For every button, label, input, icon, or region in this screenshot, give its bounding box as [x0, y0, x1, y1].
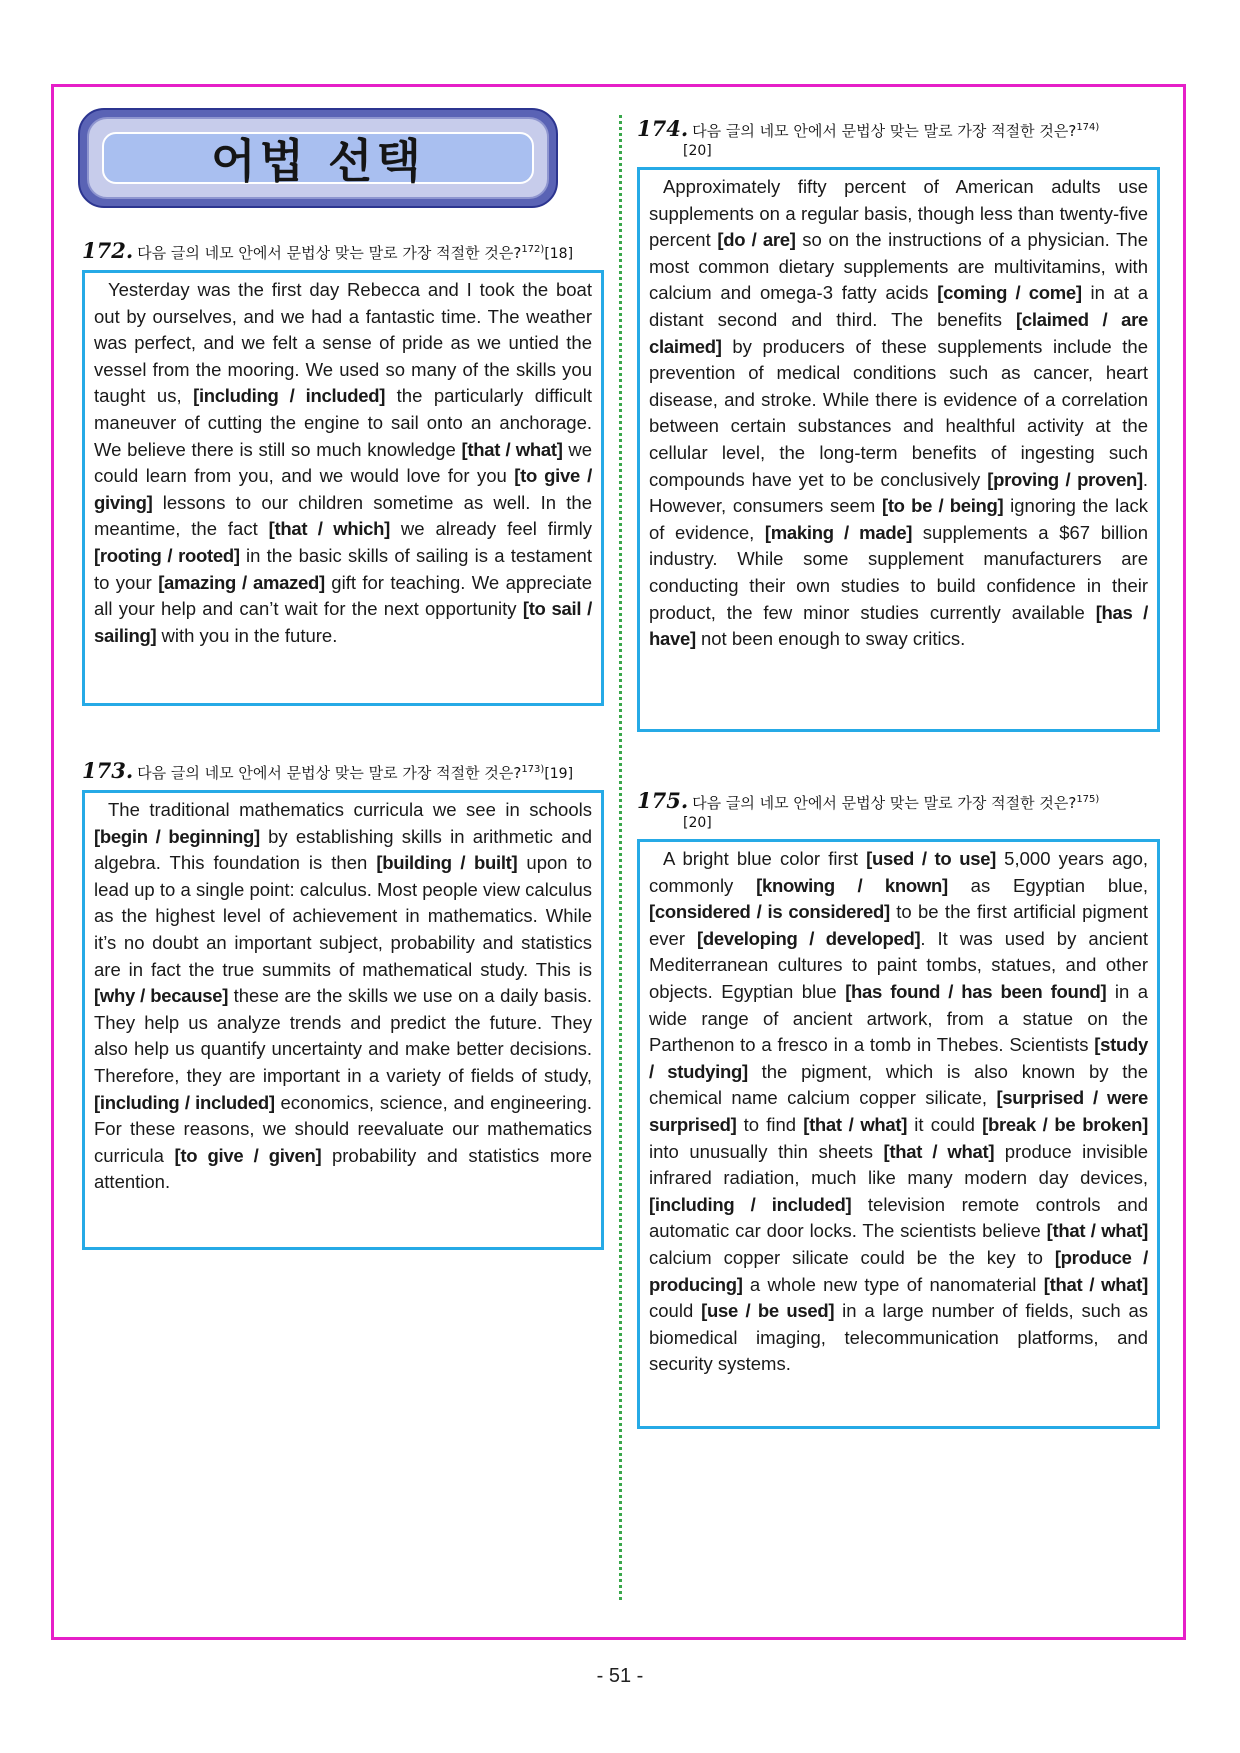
- answer-choice: [to be / being]: [881, 495, 1004, 517]
- answer-choice: [to sail / sailing]: [94, 598, 592, 646]
- passage-text: into unusually thin sheets: [649, 1140, 884, 1162]
- passage-text: not been enough to sway critics.: [695, 628, 966, 650]
- footnote-ref: 172): [521, 244, 545, 255]
- passage-text: in at a distant second and third. The benefits: [649, 282, 1148, 330]
- question-header-173: [82, 760, 612, 784]
- answer-choice: [surprised / were surprised]: [649, 1087, 1148, 1135]
- answer-choice: [including / included]: [649, 1193, 852, 1215]
- question-tag: [20]: [683, 143, 712, 159]
- passage-text: these are the skills we use on a daily basis. They help us analyze trends and predict the future. They also help us quantify uncertainty and make better decisions. Therefore, they are important in a variety of fields of study,: [94, 985, 592, 1086]
- passage-text: as Egyptian blue,: [947, 874, 1148, 896]
- answer-choice: [including / included]: [94, 1091, 275, 1113]
- passage-text: in the basic skills of sailing is a testament to your: [94, 544, 592, 593]
- passage-text: television remote controls and automatic car door locks. The scientists believe: [649, 1193, 1148, 1242]
- answer-choice: [produce / producing]: [649, 1246, 1148, 1295]
- answer-choice: [building / built]: [376, 852, 518, 874]
- passage-box-173: [82, 790, 604, 1250]
- question-tag: [20]: [683, 815, 712, 831]
- passage-text: A bright blue color first: [663, 848, 867, 869]
- passage-text: could: [649, 1300, 702, 1322]
- answer-choice: [begin / beginning]: [94, 825, 260, 847]
- passage-text: . It was used by ancient Mediterranean cultures to paint tombs, statues, and other objects. Egyptian blue: [649, 927, 1148, 1002]
- passage-text: we already feel firmly: [390, 518, 592, 540]
- question-header-172: [82, 240, 612, 264]
- answer-choice: [has / have]: [649, 601, 1148, 650]
- answer-choice: [used / to use]: [866, 848, 997, 869]
- answer-choice: [proving / proven]: [987, 468, 1143, 490]
- answer-choice: [that / what]: [461, 438, 563, 460]
- question-tag: [19]: [544, 766, 574, 782]
- passage-text: economics, science, and engineering. For these reasons, we should reevaluate our mathematics curricula: [94, 1091, 592, 1166]
- passage-text: by establishing skills in arithmetic and algebra. This foundation is then: [94, 825, 592, 874]
- passage-text: with you in the future.: [156, 624, 338, 646]
- question-prompt: 다음 글의 네모 안에서 문법상 맞는 말로 가장 적절한 것은?: [692, 794, 1077, 812]
- question-number: 172.: [82, 238, 134, 263]
- passage-box-174: [637, 167, 1160, 732]
- answer-choice: [do / are]: [717, 229, 796, 251]
- answer-choice: [use / be used]: [701, 1300, 835, 1322]
- answer-choice: [study / studying]: [649, 1034, 1148, 1082]
- passage-text: Yesterday was the first day Rebecca and I took the boat out by ourselves, and we had a fantastic time. The weather was perfect, and we felt a sense of pride as we untied the vessel from the mooring. We used so many of the skills you taught us,: [94, 279, 592, 407]
- passage-text: to be the first artificial pigment ever: [649, 901, 1148, 949]
- question-prompt: 다음 글의 네모 안에서 문법상 맞는 말로 가장 적절한 것은?: [692, 122, 1077, 140]
- passage-text: lessons to our children sometime as well. In the meantime, the fact: [94, 491, 592, 540]
- passage-text: upon to lead up to a single point: calculus. Most people view calculus as the highest level of achievement in mathematics. While it’s no doubt an important subject, probability and statistics are in fact the true summits of mathematical study. This is: [94, 852, 593, 980]
- passage-text: in a large number of fields, such as biomedical imaging, telecommunication platforms, and security systems.: [649, 1300, 1149, 1375]
- question-header-175: [637, 790, 1167, 833]
- answer-choice: [that / which]: [268, 518, 391, 540]
- answer-choice: [to give / giving]: [94, 465, 593, 513]
- answer-choice: [including / included]: [193, 385, 386, 407]
- answer-choice: [rooting / rooted]: [94, 544, 240, 566]
- passage-box-172: [82, 270, 604, 706]
- answer-choice: [knowing / known]: [756, 874, 948, 896]
- passage-text: The traditional mathematics curricula we see in schools: [108, 799, 592, 820]
- answer-choice: [coming / come]: [937, 282, 1082, 304]
- passage-text: we could learn from you, and we would love for you: [94, 438, 592, 487]
- footnote-ref: 175): [1076, 794, 1100, 805]
- passage-text: . However, consumers seem: [649, 468, 1148, 517]
- passage-text: the particularly difficult maneuver of cutting the engine to sail onto an anchorage. We believe there is still so much knowledge: [94, 385, 593, 460]
- page-title: 어법 선택: [211, 134, 425, 188]
- passage-text: ignoring the lack of evidence,: [649, 495, 1148, 543]
- answer-choice: [break / be broken]: [982, 1113, 1148, 1135]
- footnote-ref: 173): [521, 764, 545, 775]
- question-prompt: 다음 글의 네모 안에서 문법상 맞는 말로 가장 적절한 것은?: [137, 764, 522, 782]
- answer-choice: [developing / developed]: [696, 927, 921, 949]
- answer-choice: [why / because]: [94, 985, 229, 1007]
- question-number: 175.: [637, 788, 689, 813]
- passage-text: to find: [736, 1113, 804, 1135]
- answer-choice: [that / what]: [883, 1140, 995, 1162]
- passage-text: produce invisible infrared radiation, much like many modern day devices,: [649, 1140, 1148, 1189]
- passage-text: probability and statistics more attention.: [94, 1144, 592, 1193]
- passage-box-175: [637, 839, 1160, 1429]
- answer-choice: [claimed / are claimed]: [649, 308, 1148, 357]
- passage-text: supplements a $67 billion industry. While some supplement manufacturers are conducting their own studies to build confidence in their product, the few minor studies currently available: [649, 521, 1149, 623]
- answer-choice: [has found / has been found]: [845, 980, 1107, 1002]
- question-prompt: 다음 글의 네모 안에서 문법상 맞는 말로 가장 적절한 것은?: [137, 244, 522, 262]
- passage-text: a whole new type of nanomaterial: [742, 1273, 1044, 1295]
- question-number: 173.: [82, 758, 134, 783]
- title-banner: [78, 108, 558, 208]
- passage-text: the pigment, which is also known by the chemical name calcium copper silicate,: [649, 1060, 1148, 1109]
- answer-choice: [that / what]: [1043, 1273, 1148, 1295]
- answer-choice: [that / what]: [803, 1113, 908, 1135]
- question-tag: [18]: [544, 246, 574, 262]
- passage-text: Approximately fifty percent of American adults use supplements on a regular basis, though less than twenty-five percent: [649, 176, 1148, 251]
- page-number: - 51 -: [596, 1665, 644, 1687]
- question-number: 174.: [637, 116, 689, 141]
- answer-choice: [that / what]: [1046, 1220, 1148, 1242]
- passage-text: 5,000 years ago, commonly: [649, 848, 1148, 896]
- passage-text: by producers of these supplements include the prevention of medical conditions such as cancer, heart disease, and stroke. While there is evidence of a correlation between certain substances and healthful activity at the cellular level, the long-term benefits of ingesting such compounds have yet to be conclusively: [649, 335, 1148, 490]
- passage-text: gift for teaching. We appreciate all your help and can’t wait for the next opportunity: [94, 571, 592, 620]
- answer-choice: [to give / given]: [174, 1144, 322, 1166]
- answer-choice: [amazing / amazed]: [158, 571, 325, 593]
- passage-text: so on the instructions of a physician. The most common dietary supplements are multivitamins, with calcium and omega-3 fatty acids: [649, 229, 1148, 304]
- passage-text: in a wide range of ancient artwork, from a statue on the Parthenon to a fresco in a tomb in Thebes. Scientists: [649, 980, 1149, 1056]
- question-header-174: [637, 118, 1167, 161]
- column-divider: [619, 115, 622, 1600]
- passage-text: calcium copper silicate could be the key to: [649, 1246, 1055, 1268]
- answer-choice: [considered / is considered]: [649, 901, 890, 923]
- passage-text: it could: [907, 1113, 983, 1135]
- footnote-ref: 174): [1076, 122, 1100, 133]
- answer-choice: [making / made]: [764, 521, 913, 543]
